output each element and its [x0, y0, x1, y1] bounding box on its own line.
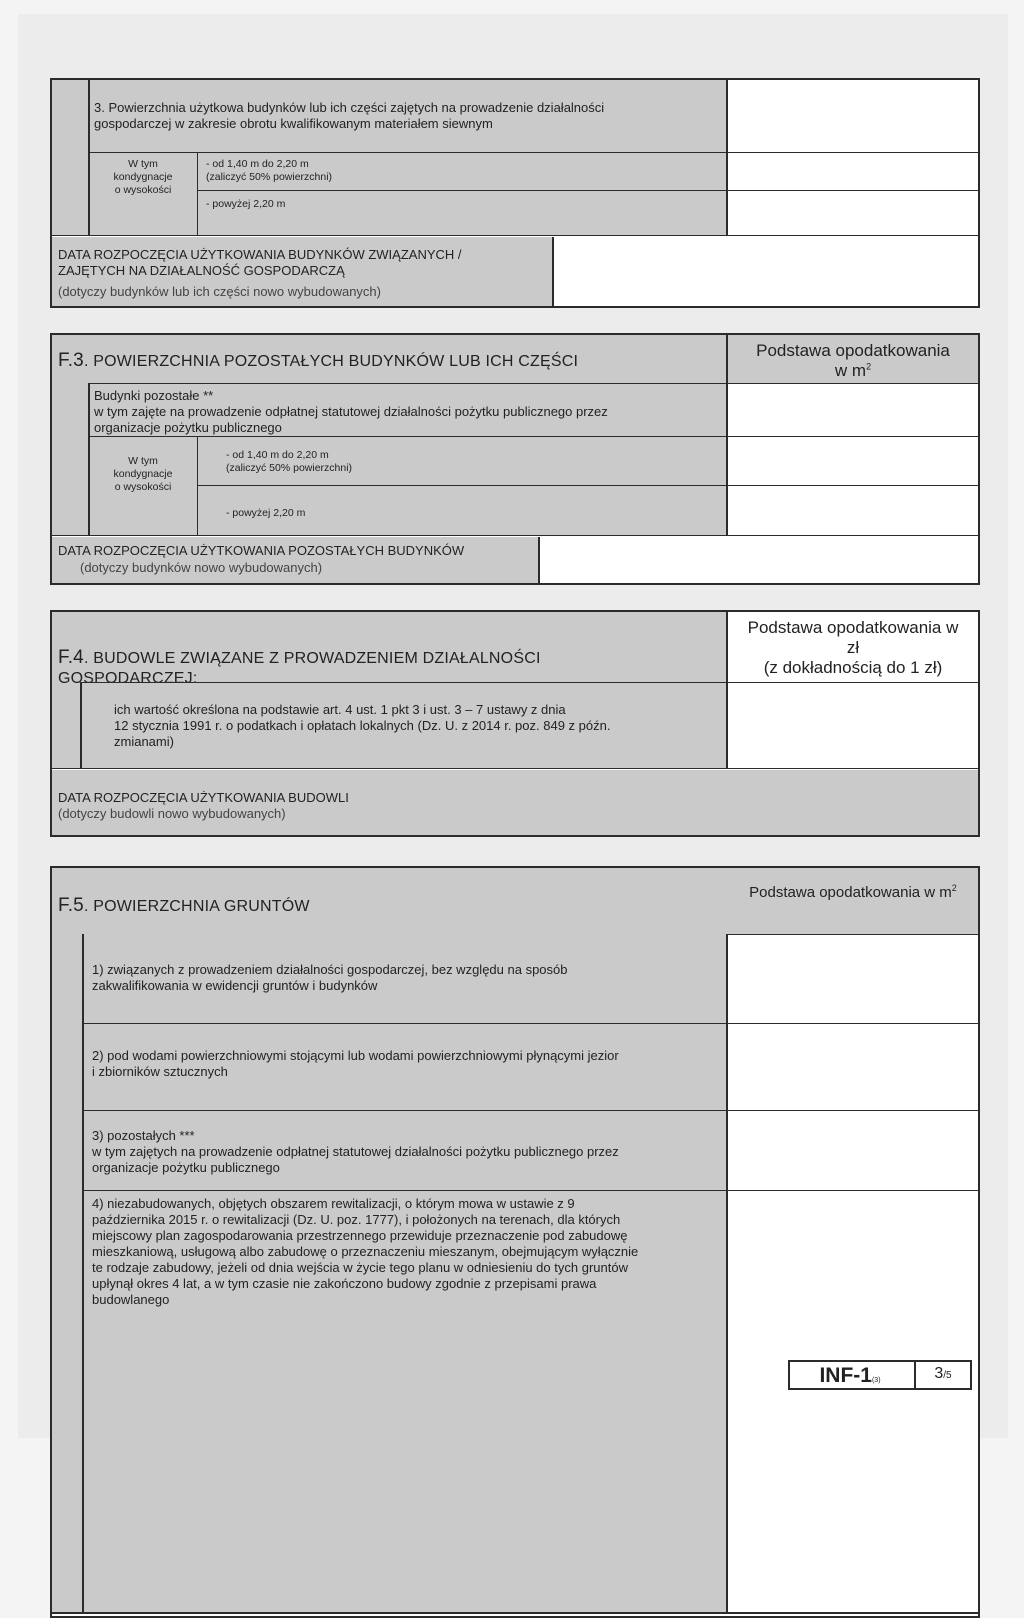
section-f3-wtym-label: W tym kondygnacje o wysokości: [113, 455, 173, 493]
section-f4-date-label: DATA ROZPOCZĘCIA UŻYTKOWANIA BUDOWLI: [58, 790, 349, 805]
section-f4-box: [50, 610, 980, 837]
section-3-wtym-label: W tym kondygnacje o wysokości: [113, 158, 173, 196]
section-f5-basis-header: [728, 884, 978, 934]
section-3-date-label: DATA ROZPOCZĘCIA UŻYTKOWANIA BUDYNKÓW ZWIĄZANYCH / ZAJĘTYCH NA DZIAŁALNOŚĆ GOSPODARCZĄ: [58, 247, 462, 278]
section-3-date-field[interactable]: [554, 237, 978, 306]
section-3-row1-field[interactable]: [728, 154, 978, 189]
section-f5-item-2: 2) pod wodami powierzchniowymi stojącymi lub wodami powierzchniowymi płynącymi jezior i zbiorników sztucznych: [92, 1048, 619, 1079]
section-3-date-sub: (dotyczy budynków lub ich części nowo wybudowanych): [58, 284, 381, 299]
section-f3-row1-label: - od 1,40 m do 2,20 m (zaliczyć 50% powierzchni): [226, 449, 353, 474]
section-f5-heading: [58, 896, 718, 917]
section-f5-basis-label: Podstawa opodatkowania w m: [749, 884, 952, 901]
section-f3-date-field[interactable]: [540, 537, 978, 583]
section-f3-basis-header: [728, 335, 978, 383]
section-f5-item-4-field[interactable]: [728, 1192, 978, 1611]
section-f3-date-sub: (dotyczy budynków nowo wybudowanych): [80, 560, 323, 575]
section-3-value-field[interactable]: [728, 80, 978, 152]
section-f5-item-2-field[interactable]: [728, 1025, 978, 1109]
section-f4-heading: [58, 628, 718, 689]
section-f3-basis-label: Podstawa opodatkowania: [756, 341, 950, 360]
section-f3-title: . POWIERZCHNIA POZOSTAŁYCH BUDYNKÓW LUB ICH CZĘŚCI: [83, 353, 579, 370]
section-f3-basis-unit: w m: [834, 361, 867, 380]
section-f3-row2-label: - powyżej 2,20 m: [226, 507, 306, 519]
section-f3-basis-sup: 2: [866, 361, 872, 372]
section-f4-item: ich wartość określona na podstawie art. 4 ust. 1 pkt 3 i ust. 3 – 7 ustawy z dnia 12 stycznia 1991 r. o podatkach i opłatach lokalnych (Dz. U. z 2014 r. poz. 849 z późn. zmianami): [114, 702, 611, 749]
section-f3-code: F.3: [58, 350, 84, 371]
section-f5-code: F.5: [58, 895, 84, 916]
section-f5-table: [50, 866, 980, 1614]
section-f3-row1-field[interactable]: [728, 438, 978, 484]
section-f3-heading: [58, 351, 718, 372]
section-f5-basis-sup: 2: [951, 883, 957, 893]
section-f5-item-3-field[interactable]: [728, 1112, 978, 1189]
section-f4-basis-header: Podstawa opodatkowania w zł (z dokładnością do 1 zł): [747, 618, 959, 677]
section-f5-item-1: 1) związanych z prowadzeniem działalności gospodarczej, bez względu na sposób zakwalifikowania w ewidencji gruntów i budynków: [92, 962, 568, 993]
page-current: 3: [934, 1365, 944, 1382]
section-f3-date-label: DATA ROZPOCZĘCIA UŻYTKOWANIA POZOSTAŁYCH BUDYNKÓW: [58, 543, 465, 558]
section-3-row1-label: - od 1,40 m do 2,20 m (zaliczyć 50% powierzchni): [206, 158, 333, 183]
section-f5-item-1-field[interactable]: [728, 936, 978, 1022]
form-code: INF-1: [819, 1364, 872, 1387]
form-id-box: [788, 1360, 972, 1390]
page-total: /5: [943, 1370, 952, 1381]
section-3-box: [50, 78, 980, 308]
section-f4-title: . BUDOWLE ZWIĄZANE Z PROWADZENIEM DZIAŁALNOŚCI GOSPODARCZEJ:: [58, 650, 541, 687]
section-3-row2-field[interactable]: [728, 192, 978, 234]
section-f5-item-3: 3) pozostałych *** w tym zajętych na prowadzenie odpłatnej statutowej działalności pożytku publicznego przez organizacje pożytku publicznego: [92, 1128, 619, 1175]
section-f4-item-field[interactable]: [728, 684, 978, 766]
section-f5-item-4: 4) niezabudowanych, objętych obszarem rewitalizacji, o którym mowa w ustawie z 9 października 2015 r. o rewitalizacji (Dz. U. poz. 1777), i położonych na terenach, dla których miejscowy plan zagospodarowania przestrzennego przewiduje przeznaczenie pod zabudowę mieszkaniową, usługową albo zabudowę o przeznaczeniu mieszanym, obejmującym wyłącznie te rodzaje zabudowy, jeżeli od dnia wejścia w życie tego planu w odniesieniu do tych gruntów upłynął okres 4 lat, a w tym czasie nie zakończono budowy zgodnie z przepisami prawa budowlanego: [92, 1196, 639, 1307]
section-3-margin: [52, 80, 88, 235]
section-f3-box: [50, 333, 980, 585]
section-f4-date-sub: (dotyczy budowli nowo wybudowanych): [58, 806, 286, 821]
section-f3-row2-field[interactable]: [728, 487, 978, 534]
section-f3-item-field[interactable]: [728, 385, 978, 435]
section-3-title: 3. Powierzchnia użytkowa budynków lub ich części zajętych na prowadzenie działalności gospodarczej w zakresie obrotu kwalifikowanym materiałem siewnym: [94, 100, 605, 131]
form-version: (3): [871, 1377, 881, 1384]
section-f4-code: F.4: [58, 647, 84, 668]
section-f5-title: . POWIERZCHNIA GRUNTÓW: [83, 898, 310, 915]
page-number: [918, 1365, 968, 1383]
section-f3-item: Budynki pozostałe ** w tym zajęte na prowadzenie odpłatnej statutowej działalności pożytku publicznego przez organizacje pożytku publicznego: [94, 388, 608, 435]
section-3-row2-label: - powyżej 2,20 m: [206, 198, 286, 210]
